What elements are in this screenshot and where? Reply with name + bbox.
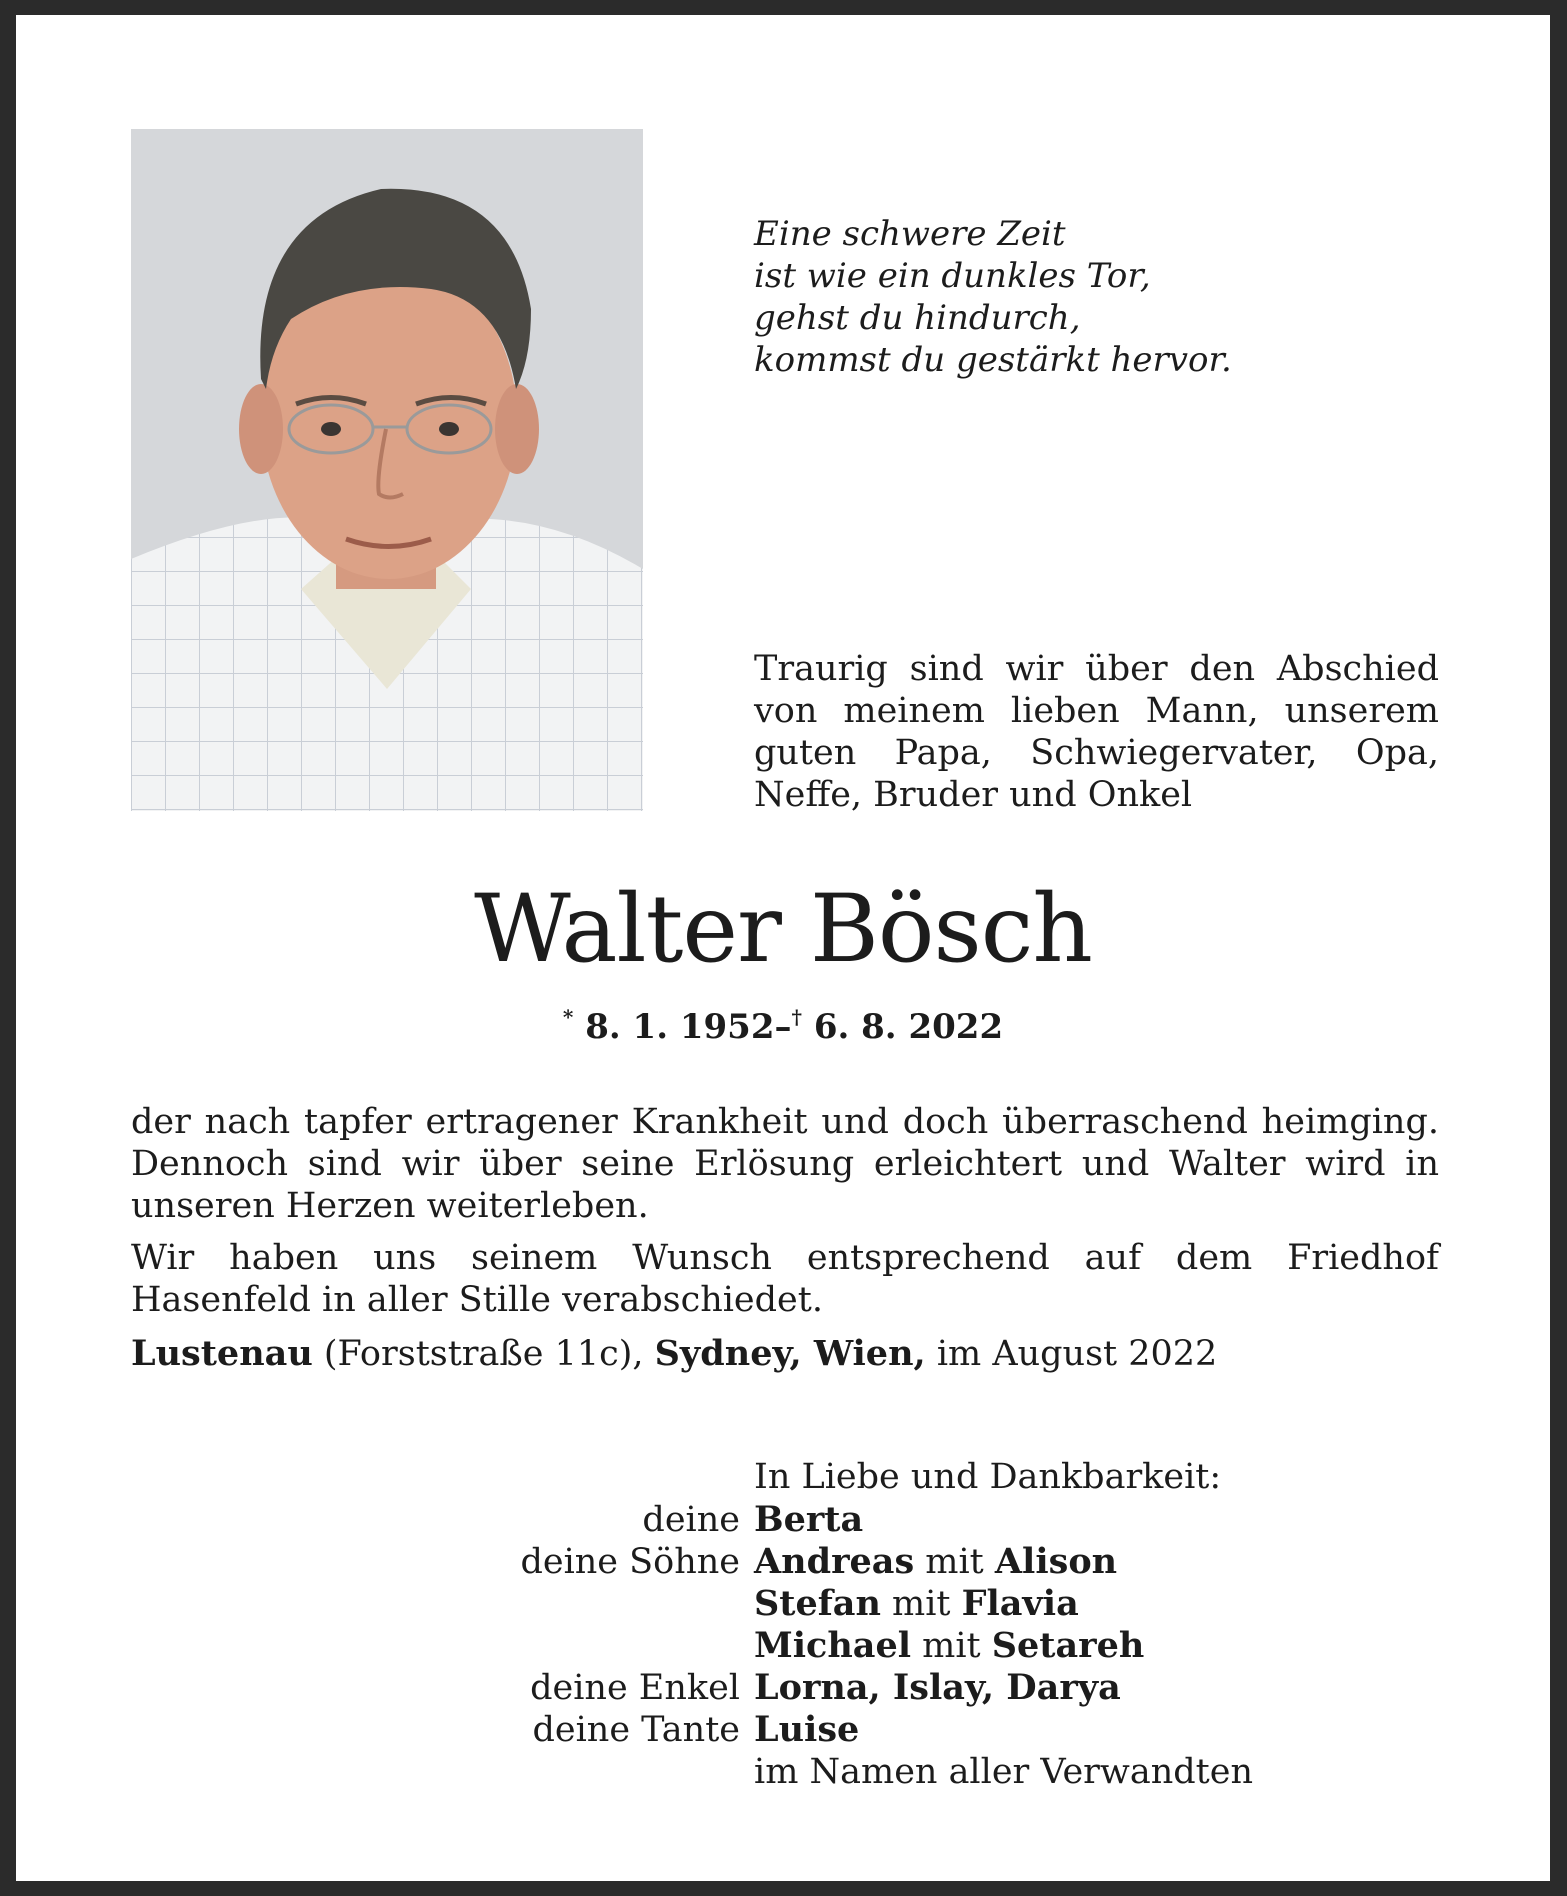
relation-label: deine Tante xyxy=(532,1710,740,1750)
place-address: (Forststraße 11c), xyxy=(312,1334,655,1374)
signature-row xyxy=(16,1583,1550,1625)
poem-line: gehst du hindurch, xyxy=(754,298,1081,338)
death-date: 6. 8. 2022 xyxy=(813,1007,1004,1047)
signature-list xyxy=(16,1499,1550,1793)
intro-text: Traurig sind wir über den Abschied von meinem lieben Mann, unserem guten Papa, Schwiegervater, Opa, Neffe, Bruder und Onkel xyxy=(754,649,1439,815)
obituary-page xyxy=(16,15,1550,1881)
paragraph: Wir haben uns seinem Wunsch entsprechend auf dem Friedhof Hasenfeld in aller Stille verabschiedet. xyxy=(131,1238,1439,1320)
poem-line: kommst du gestärkt hervor. xyxy=(754,340,1232,380)
relation-label: deine Söhne xyxy=(520,1542,740,1582)
deceased-name: Walter Bösch xyxy=(474,875,1092,984)
place-city: Lustenau xyxy=(131,1333,313,1374)
signature-heading: In Liebe und Dankbarkeit: xyxy=(754,1457,1222,1497)
paragraph: der nach tapfer ertragener Krankheit und doch überraschend heimging. Dennoch sind wir über seine Erlösung erleichtert und Walter wird in unseren Herzen weiterleben. xyxy=(131,1102,1439,1226)
relation-label: deine xyxy=(642,1500,740,1540)
birth-symbol: * xyxy=(562,1005,574,1029)
birth-date: 8. 1. 1952 xyxy=(585,1007,775,1047)
signature-row xyxy=(16,1541,1550,1583)
portrait-illustration xyxy=(131,129,643,811)
place-date: im August 2022 xyxy=(925,1334,1218,1374)
date-separator: – xyxy=(774,1007,792,1047)
signature-closing: im Namen aller Verwandten xyxy=(754,1752,1253,1792)
portrait-photo xyxy=(131,129,643,811)
poem-line: Eine schwere Zeit xyxy=(754,214,1066,254)
place-date-line xyxy=(131,1333,1439,1375)
relation-label: deine Enkel xyxy=(530,1668,740,1708)
mourner-name: Lorna, Islay, Darya xyxy=(754,1667,1121,1708)
signature-row xyxy=(16,1667,1550,1709)
signature-row xyxy=(16,1499,1550,1541)
signature-row xyxy=(16,1709,1550,1751)
mourner-name: Michael mit Setareh xyxy=(754,1625,1145,1666)
mourner-name: Stefan mit Flavia xyxy=(754,1583,1079,1624)
mourner-name: Berta xyxy=(754,1499,864,1540)
mourner-name: Luise xyxy=(754,1709,860,1750)
place-cities: Sydney, Wien, xyxy=(654,1333,926,1374)
main-text xyxy=(131,1101,1439,1331)
signature-row xyxy=(16,1625,1550,1667)
life-dates xyxy=(16,997,1550,1047)
poem-line: ist wie ein dunkles Tor, xyxy=(754,256,1151,296)
death-symbol: † xyxy=(791,1005,802,1029)
signature-closing-row xyxy=(16,1751,1550,1793)
poem xyxy=(754,213,1454,381)
mourner-name: Andreas mit Alison xyxy=(754,1541,1118,1582)
